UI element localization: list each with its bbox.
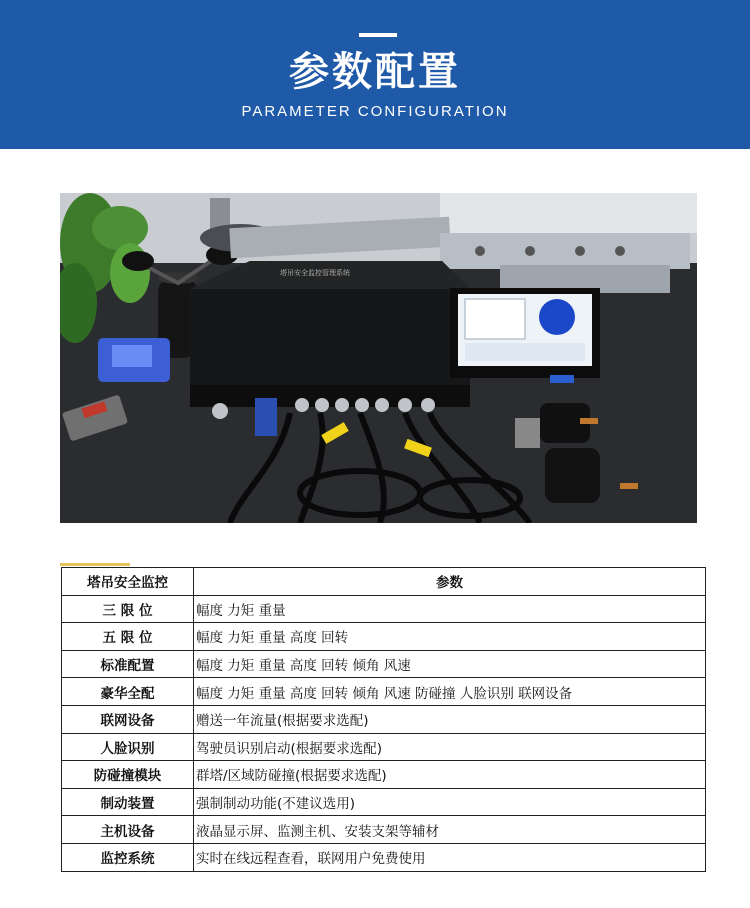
row-value: 幅度 力矩 重量 高度 回转 — [194, 623, 706, 651]
table-row — [62, 816, 706, 844]
row-value: 赠送一年流量(根据要求选配) — [194, 705, 706, 733]
header-cell-params: 参数 — [194, 568, 706, 596]
row-label: 豪华全配 — [62, 678, 194, 706]
row-value: 驾驶员识别启动(根据要求选配) — [194, 733, 706, 761]
row-value: 液晶显示屏、监测主机、安装支架等辅材 — [194, 816, 706, 844]
row-value: 幅度 力矩 重量 高度 回转 倾角 风速 — [194, 650, 706, 678]
row-value: 实时在线远程查看，联网用户免费使用 — [194, 843, 706, 871]
row-value: 群塔/区域防碰撞(根据要求选配) — [194, 761, 706, 789]
row-label: 三 限 位 — [62, 595, 194, 623]
row-label: 五 限 位 — [62, 623, 194, 651]
table-row — [62, 623, 706, 651]
header-cell-category: 塔吊安全监控 — [62, 568, 194, 596]
header-banner — [0, 0, 750, 149]
monitor — [450, 288, 600, 383]
product-photo — [60, 193, 697, 523]
row-label: 标准配置 — [62, 650, 194, 678]
row-label: 防碰撞模块 — [62, 761, 194, 789]
svg-text:塔吊安全监控管理系统: 塔吊安全监控管理系统 — [280, 269, 350, 277]
table-row — [62, 678, 706, 706]
row-value: 强制制动功能(不建议选用) — [194, 788, 706, 816]
page-title: 参数配置 — [289, 49, 461, 95]
row-value: 幅度 力矩 重量 — [194, 595, 706, 623]
row-label: 主机设备 — [62, 816, 194, 844]
row-label: 联网设备 — [62, 705, 194, 733]
table-header-row — [62, 568, 706, 596]
table-row — [62, 595, 706, 623]
row-label: 监控系统 — [62, 843, 194, 871]
table-row — [62, 733, 706, 761]
page-subtitle: PARAMETER CONFIGURATION — [241, 103, 509, 120]
table-row — [62, 650, 706, 678]
header-accent-bar — [359, 33, 397, 37]
table-row — [62, 843, 706, 871]
row-label: 人脸识别 — [62, 733, 194, 761]
row-value: 幅度 力矩 重量 高度 回转 倾角 风速 防碰撞 人脸识别 联网设备 — [194, 678, 706, 706]
table-row — [62, 761, 706, 789]
table-row — [62, 788, 706, 816]
table-row — [62, 705, 706, 733]
row-label: 制动装置 — [62, 788, 194, 816]
parameter-table — [61, 567, 706, 872]
table-accent-line — [60, 563, 130, 566]
